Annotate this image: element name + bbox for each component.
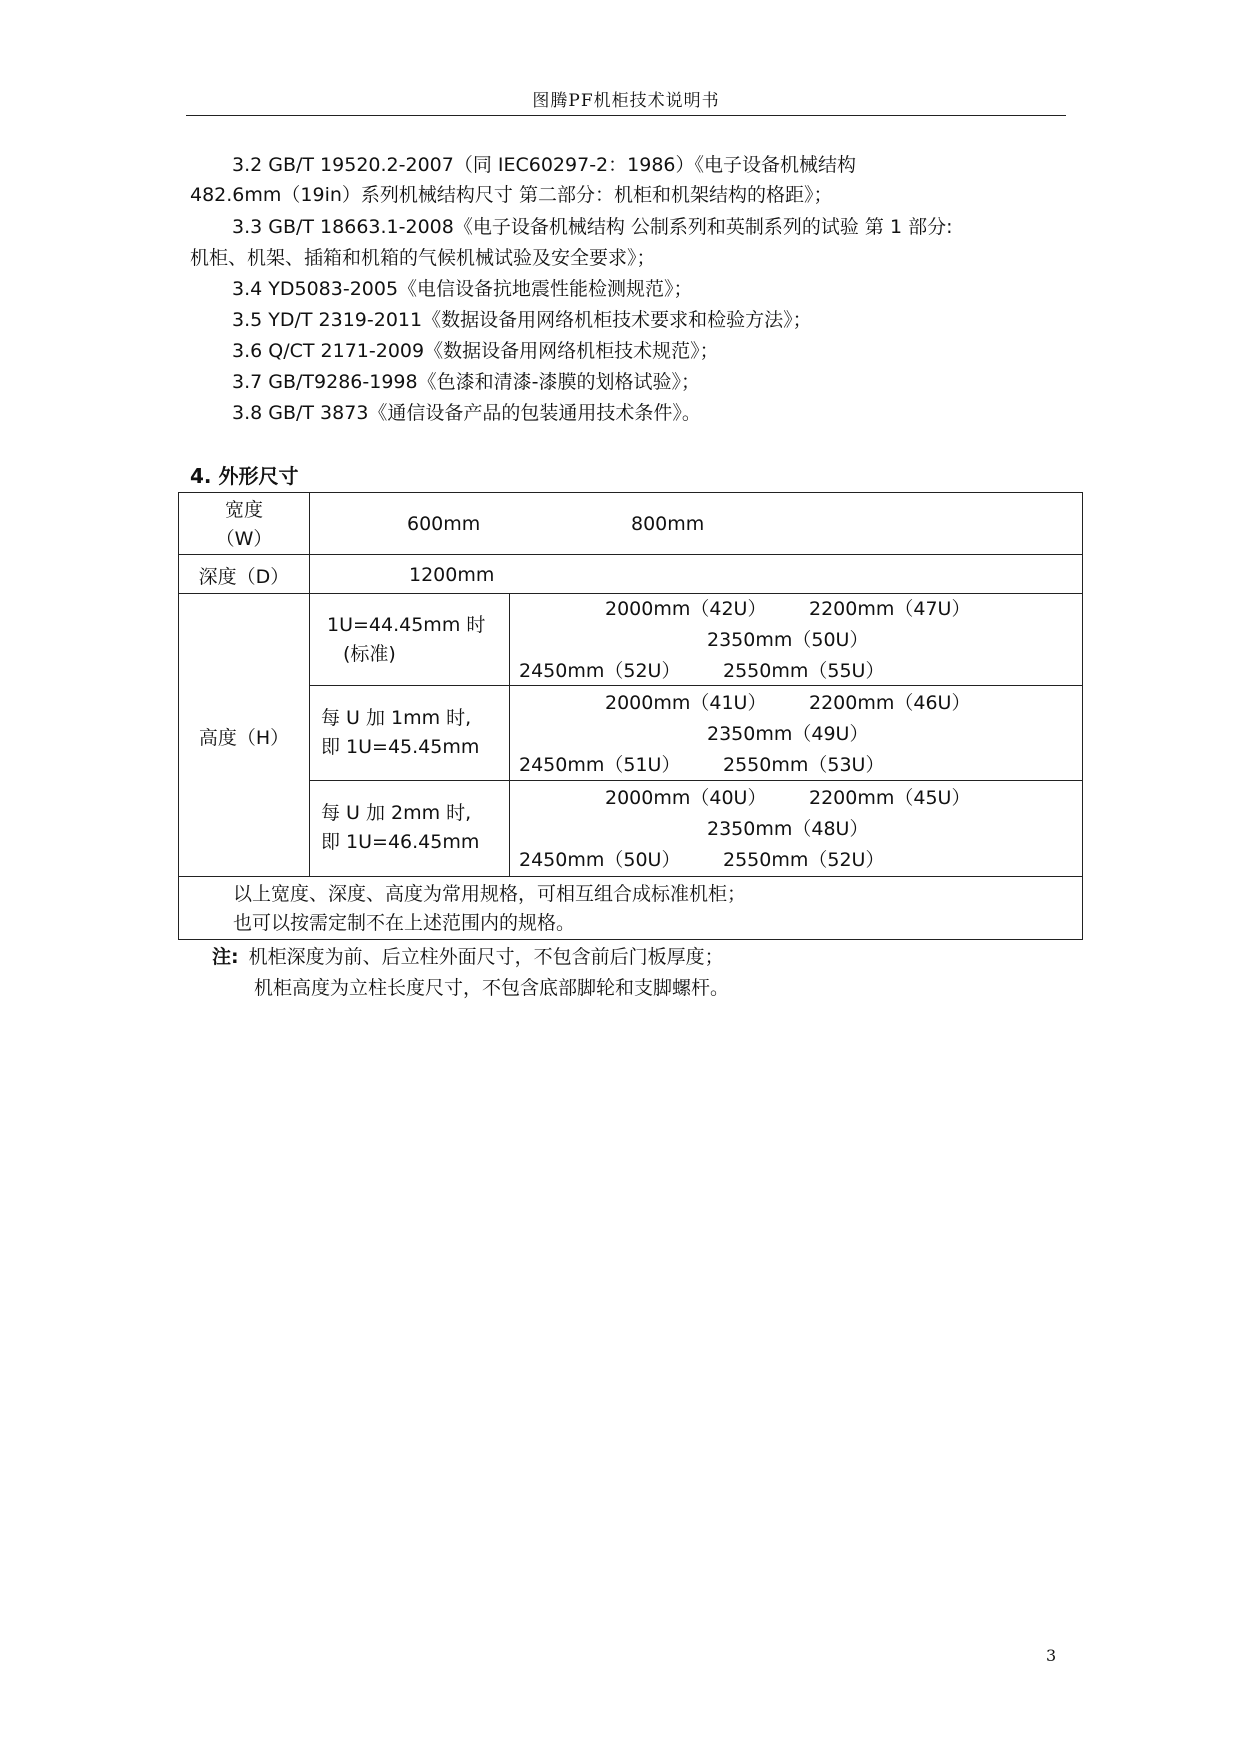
table-rule	[309, 780, 1082, 781]
height-condition-line2: 即 1U=46.45mm	[321, 831, 480, 853]
note-line2: 机柜高度为立柱长度尺寸，不包含底部脚轮和支脚螺杆。	[254, 977, 730, 999]
height-condition-line2: 即 1U=45.45mm	[321, 736, 480, 758]
width-label-line2: （W）	[215, 528, 273, 550]
reference-3-7: 3.7 GB/T9286-1998《色漆和清漆-漆膜的划格试验》；	[232, 371, 700, 393]
height-option: 2450mm（51U）	[519, 754, 681, 776]
height-option: 2350mm（48U）	[707, 818, 869, 840]
height-option: 2000mm（41U）	[605, 692, 767, 714]
table-footer-line2: 也可以按需定制不在上述范围内的规格。	[233, 912, 576, 934]
reference-3-5: 3.5 YD/T 2319-2011《数据设备用网络机柜技术要求和检验方法》；	[232, 309, 812, 331]
height-option: 2550mm（53U）	[723, 754, 885, 776]
reference-3-6: 3.6 Q/CT 2171-2009《数据设备用网络机柜技术规范》；	[232, 340, 719, 362]
width-value-600: 600mm	[407, 513, 481, 535]
depth-label: 深度（D）	[198, 566, 290, 588]
table-footer-line1: 以上宽度、深度、高度为常用规格，可相互组合成标准机柜；	[233, 883, 747, 905]
height-option: 2450mm（50U）	[519, 849, 681, 871]
reference-3-2-line2: 482.6mm（19in）系列机械结构尺寸 第二部分：机柜和机架结构的格距》；	[190, 184, 833, 206]
document-header-title: 图腾PF机柜技术说明书	[532, 91, 720, 111]
table-rule	[309, 685, 1082, 686]
table-rule	[509, 593, 510, 876]
header-divider	[186, 115, 1066, 116]
height-option: 2550mm（55U）	[723, 660, 885, 682]
height-option: 2200mm（46U）	[809, 692, 971, 714]
note-line1: 机柜深度为前、后立柱外面尺寸，不包含前后门板厚度；	[248, 946, 724, 968]
width-value-800: 800mm	[631, 513, 705, 535]
height-condition-line2: (标准)	[343, 643, 396, 665]
reference-3-2-line1: 3.2 GB/T 19520.2-2007（同 IEC60297-2：1986）《电子设备机械结构	[232, 154, 856, 176]
note-block	[212, 942, 724, 969]
table-rule	[179, 876, 1082, 877]
page-number: 3	[1046, 1646, 1057, 1665]
width-label-line1: 宽度	[224, 499, 263, 521]
section-number: 4.	[190, 464, 212, 488]
table-rule	[309, 493, 310, 876]
height-condition-line1: 1U=44.45mm 时	[327, 614, 486, 636]
depth-value: 1200mm	[409, 564, 495, 586]
section-title: 外形尺寸	[218, 464, 299, 488]
height-option: 2000mm（40U）	[605, 787, 767, 809]
reference-3-4: 3.4 YD5083-2005《电信设备抗地震性能检测规范》；	[232, 278, 693, 300]
reference-3-3-line1: 3.3 GB/T 18663.1-2008《电子设备机械结构 公制系列和英制系列的试验 第 1 部分:	[232, 216, 953, 238]
height-label: 高度（H）	[198, 727, 290, 749]
height-condition-line1: 每 U 加 1mm 时,	[321, 707, 472, 729]
note-label: 注:	[212, 946, 239, 968]
table-rule	[179, 554, 1082, 555]
height-option: 2000mm（42U）	[605, 598, 767, 620]
height-condition-line1: 每 U 加 2mm 时,	[321, 802, 472, 824]
reference-3-8: 3.8 GB/T 3873《通信设备产品的包装通用技术条件》。	[232, 402, 701, 424]
reference-3-3-line2: 机柜、机架、插箱和机箱的气候机械试验及安全要求》；	[190, 247, 656, 269]
dimensions-table	[178, 492, 1083, 940]
height-option: 2200mm（45U）	[809, 787, 971, 809]
height-option: 2200mm（47U）	[809, 598, 971, 620]
height-option: 2350mm（50U）	[707, 629, 869, 651]
height-option: 2550mm（52U）	[723, 849, 885, 871]
height-option: 2450mm（52U）	[519, 660, 681, 682]
section-heading	[190, 460, 298, 489]
height-option: 2350mm（49U）	[707, 723, 869, 745]
